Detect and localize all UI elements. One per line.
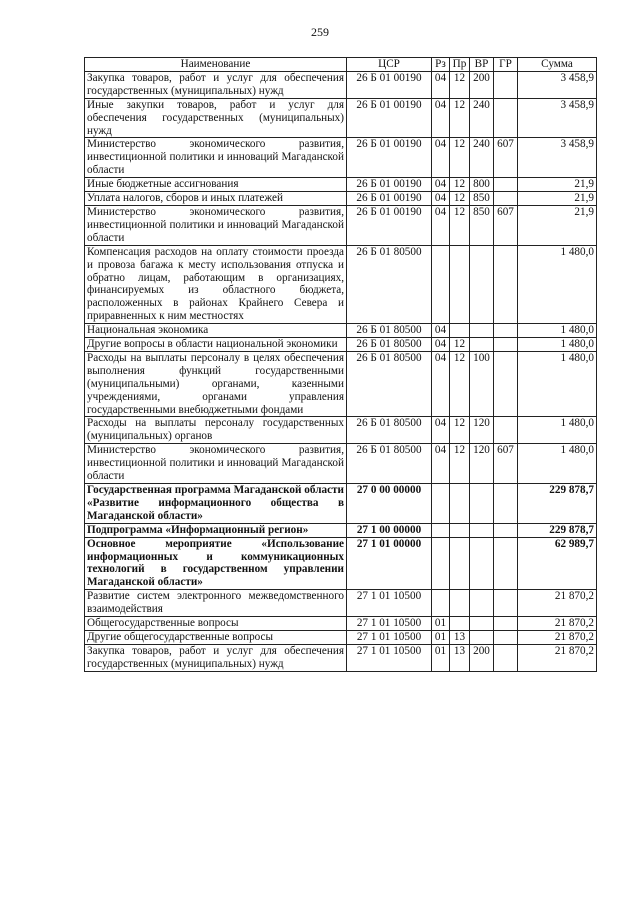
column-header-name: Наименование — [85, 58, 347, 72]
cell-gr — [494, 644, 518, 671]
column-header-rz: Рз — [432, 58, 450, 72]
table-header — [85, 58, 597, 72]
cell-csr: 26 Б 01 80500 — [347, 444, 432, 484]
budget-table — [84, 57, 597, 672]
cell-vr: 200 — [470, 644, 494, 671]
table-row — [85, 71, 597, 98]
cell-name: Другие общегосударственные вопросы — [85, 630, 347, 644]
cell-csr: 27 1 01 00000 — [347, 537, 432, 590]
cell-gr — [494, 98, 518, 138]
cell-csr: 26 Б 01 00190 — [347, 71, 432, 98]
cell-vr — [470, 338, 494, 352]
cell-vr: 240 — [470, 138, 494, 178]
cell-pr: 12 — [450, 178, 470, 192]
cell-name: Государственная программа Магаданской области «Развитие информационного общества в Магаданской области» — [85, 484, 347, 524]
cell-name: Закупка товаров, работ и услуг для обеспечения государственных (муниципальных) нужд — [85, 644, 347, 671]
cell-sum: 21,9 — [518, 178, 597, 192]
cell-sum: 1 480,0 — [518, 324, 597, 338]
cell-csr: 27 1 00 00000 — [347, 523, 432, 537]
page-number: 259 — [311, 25, 329, 39]
cell-gr — [494, 590, 518, 617]
cell-csr: 26 Б 01 80500 — [347, 417, 432, 444]
cell-vr: 850 — [470, 205, 494, 245]
cell-rz: 04 — [432, 205, 450, 245]
cell-sum: 1 480,0 — [518, 444, 597, 484]
cell-pr: 12 — [450, 351, 470, 417]
cell-gr — [494, 71, 518, 98]
cell-sum: 229 878,7 — [518, 484, 597, 524]
cell-name: Национальная экономика — [85, 324, 347, 338]
cell-gr — [494, 523, 518, 537]
cell-rz: 04 — [432, 98, 450, 138]
cell-csr: 27 0 00 00000 — [347, 484, 432, 524]
cell-sum: 1 480,0 — [518, 338, 597, 352]
table-row — [85, 324, 597, 338]
cell-csr: 26 Б 01 80500 — [347, 351, 432, 417]
cell-name: Министерство экономического развития, инвестиционной политики и инноваций Магаданской области — [85, 205, 347, 245]
column-header-csr: ЦСР — [347, 58, 432, 72]
cell-sum: 62 989,7 — [518, 537, 597, 590]
cell-vr: 120 — [470, 417, 494, 444]
cell-rz: 04 — [432, 71, 450, 98]
cell-rz: 04 — [432, 138, 450, 178]
table-row — [85, 138, 597, 178]
cell-pr: 12 — [450, 138, 470, 178]
cell-name: Основное мероприятие «Использование информационных и коммуникационных технологий в государственном управлении Магаданской области» — [85, 537, 347, 590]
table-row — [85, 178, 597, 192]
cell-vr — [470, 245, 494, 323]
cell-rz: 04 — [432, 417, 450, 444]
table-row — [85, 630, 597, 644]
cell-sum: 3 458,9 — [518, 71, 597, 98]
cell-name: Иные бюджетные ассигнования — [85, 178, 347, 192]
cell-rz: 04 — [432, 178, 450, 192]
cell-rz — [432, 523, 450, 537]
cell-gr: 607 — [494, 205, 518, 245]
cell-sum: 21,9 — [518, 192, 597, 206]
column-header-pr: Пр — [450, 58, 470, 72]
table-body — [85, 71, 597, 671]
cell-gr — [494, 630, 518, 644]
cell-gr — [494, 484, 518, 524]
cell-vr: 800 — [470, 178, 494, 192]
cell-name: Подпрограмма «Информационный регион» — [85, 523, 347, 537]
cell-pr — [450, 590, 470, 617]
cell-pr: 12 — [450, 338, 470, 352]
table-row — [85, 245, 597, 323]
cell-name: Министерство экономического развития, инвестиционной политики и инноваций Магаданской области — [85, 138, 347, 178]
cell-pr — [450, 537, 470, 590]
cell-gr — [494, 192, 518, 206]
cell-csr: 26 Б 01 00190 — [347, 192, 432, 206]
cell-name: Компенсация расходов на оплату стоимости проезда и провоза багажа к месту использования отпуска и обратно лицам, работающим в организациях, финансируемых из областного бюджета, расположенных в районах Крайнего Севера и приравненных к ним местностях — [85, 245, 347, 323]
cell-gr — [494, 338, 518, 352]
cell-gr — [494, 417, 518, 444]
cell-gr: 607 — [494, 444, 518, 484]
cell-csr: 27 1 01 10500 — [347, 590, 432, 617]
table-row — [85, 590, 597, 617]
cell-sum: 1 480,0 — [518, 417, 597, 444]
cell-sum: 3 458,9 — [518, 138, 597, 178]
table-row — [85, 644, 597, 671]
cell-sum: 21 870,2 — [518, 630, 597, 644]
cell-csr: 27 1 01 10500 — [347, 617, 432, 631]
cell-vr: 100 — [470, 351, 494, 417]
cell-sum: 1 480,0 — [518, 245, 597, 323]
cell-gr — [494, 245, 518, 323]
cell-vr — [470, 484, 494, 524]
table-row — [85, 351, 597, 417]
cell-rz: 01 — [432, 617, 450, 631]
cell-vr: 200 — [470, 71, 494, 98]
cell-vr — [470, 590, 494, 617]
cell-gr — [494, 178, 518, 192]
column-header-sum: Сумма — [518, 58, 597, 72]
cell-rz — [432, 537, 450, 590]
table-row — [85, 338, 597, 352]
table-row — [85, 617, 597, 631]
cell-rz: 04 — [432, 444, 450, 484]
cell-rz: 01 — [432, 630, 450, 644]
cell-pr: 12 — [450, 192, 470, 206]
cell-sum: 21,9 — [518, 205, 597, 245]
table-row — [85, 417, 597, 444]
cell-rz: 04 — [432, 324, 450, 338]
cell-pr: 12 — [450, 444, 470, 484]
cell-name: Иные закупки товаров, работ и услуг для обеспечения государственных (муниципальных) нужд — [85, 98, 347, 138]
cell-name: Расходы на выплаты персоналу государственных (муниципальных) органов — [85, 417, 347, 444]
cell-csr: 26 Б 01 80500 — [347, 324, 432, 338]
cell-name: Другие вопросы в области национальной экономики — [85, 338, 347, 352]
cell-pr — [450, 523, 470, 537]
cell-vr: 120 — [470, 444, 494, 484]
cell-csr: 27 1 01 10500 — [347, 630, 432, 644]
cell-name: Закупка товаров, работ и услуг для обеспечения государственных (муниципальных) нужд — [85, 71, 347, 98]
cell-gr — [494, 351, 518, 417]
cell-name: Общегосударственные вопросы — [85, 617, 347, 631]
cell-sum: 21 870,2 — [518, 617, 597, 631]
cell-pr: 13 — [450, 644, 470, 671]
cell-pr: 12 — [450, 71, 470, 98]
cell-rz: 04 — [432, 192, 450, 206]
cell-pr — [450, 245, 470, 323]
cell-vr — [470, 617, 494, 631]
cell-rz: 01 — [432, 644, 450, 671]
cell-vr: 240 — [470, 98, 494, 138]
cell-rz: 04 — [432, 351, 450, 417]
cell-sum: 21 870,2 — [518, 644, 597, 671]
cell-pr — [450, 324, 470, 338]
cell-vr — [470, 324, 494, 338]
cell-csr: 26 Б 01 00190 — [347, 98, 432, 138]
cell-rz — [432, 484, 450, 524]
cell-rz — [432, 590, 450, 617]
table-row — [85, 537, 597, 590]
cell-gr: 607 — [494, 138, 518, 178]
cell-gr — [494, 324, 518, 338]
cell-vr — [470, 630, 494, 644]
cell-vr — [470, 537, 494, 590]
cell-csr: 26 Б 01 80500 — [347, 338, 432, 352]
column-header-vr: ВР — [470, 58, 494, 72]
cell-gr — [494, 617, 518, 631]
cell-csr: 26 Б 01 00190 — [347, 178, 432, 192]
cell-csr: 26 Б 01 00190 — [347, 205, 432, 245]
cell-sum: 3 458,9 — [518, 98, 597, 138]
cell-name: Расходы на выплаты персоналу в целях обеспечения выполнения функций государственными (муниципальными) органами, казенными учреждениями, органами управления государственными внебюджетными фондами — [85, 351, 347, 417]
cell-vr: 850 — [470, 192, 494, 206]
cell-gr — [494, 537, 518, 590]
table-row — [85, 205, 597, 245]
cell-pr — [450, 484, 470, 524]
table-row — [85, 523, 597, 537]
cell-sum: 21 870,2 — [518, 590, 597, 617]
table-row — [85, 98, 597, 138]
table-row — [85, 192, 597, 206]
table-row — [85, 444, 597, 484]
cell-pr: 12 — [450, 417, 470, 444]
cell-name: Развитие систем электронного межведомственного взаимодействия — [85, 590, 347, 617]
table-row — [85, 484, 597, 524]
cell-csr: 27 1 01 10500 — [347, 644, 432, 671]
cell-pr — [450, 617, 470, 631]
cell-rz — [432, 245, 450, 323]
cell-name: Министерство экономического развития, инвестиционной политики и инноваций Магаданской области — [85, 444, 347, 484]
cell-name: Уплата налогов, сборов и иных платежей — [85, 192, 347, 206]
cell-pr: 13 — [450, 630, 470, 644]
cell-sum: 1 480,0 — [518, 351, 597, 417]
cell-csr: 26 Б 01 00190 — [347, 138, 432, 178]
cell-rz: 04 — [432, 338, 450, 352]
cell-sum: 229 878,7 — [518, 523, 597, 537]
cell-pr: 12 — [450, 205, 470, 245]
cell-vr — [470, 523, 494, 537]
cell-csr: 26 Б 01 80500 — [347, 245, 432, 323]
cell-pr: 12 — [450, 98, 470, 138]
column-header-gr: ГР — [494, 58, 518, 72]
